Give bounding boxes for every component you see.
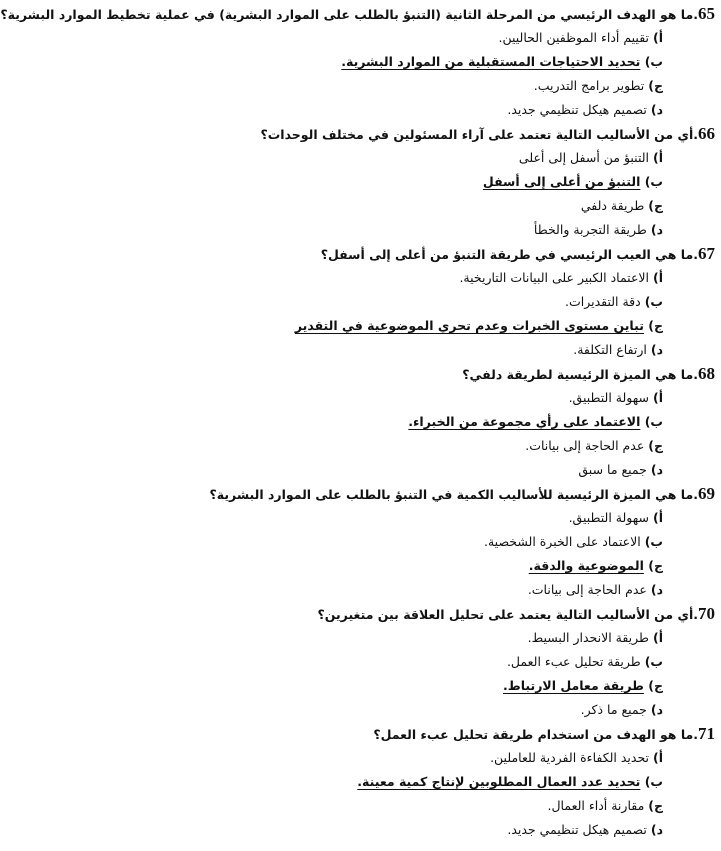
option-key: ب) xyxy=(644,654,663,669)
question-69 xyxy=(157,482,715,602)
option-text: طريقة معامل الارتباط. xyxy=(502,678,644,693)
option-text: تحديد الكفاءة الفردية للعاملين. xyxy=(490,750,650,765)
option-key: ب) xyxy=(644,414,663,429)
question-text: ما هي العيب الرئيسي في طريقة التنبؤ من أعلى إلى أسفل؟ xyxy=(320,247,694,262)
option-d xyxy=(157,578,715,602)
option-key: ب) xyxy=(644,54,663,69)
option-key: ج) xyxy=(648,318,663,333)
option-d xyxy=(157,218,715,242)
option-text: ارتفاع التكلفة. xyxy=(573,342,647,357)
question-text-line: 65.ما هو الهدف الرئيسي من المرحلة الثانية (التنبؤ بالطلب على الموارد البشرية) في عملية تخطيط الموارد البشرية؟ xyxy=(157,2,715,26)
option-d xyxy=(157,458,715,482)
question-text-line: 67.ما هي العيب الرئيسي في طريقة التنبؤ من أعلى إلى أسفل؟ xyxy=(157,242,715,266)
question-text: ما هو الهدف من استخدام طريقة تحليل عبء العمل؟ xyxy=(373,727,694,742)
question-67 xyxy=(157,242,715,362)
question-text-line: 70.أي من الأساليب التالية يعتمد على تحليل العلاقة بين متغيرين؟ xyxy=(157,602,715,626)
option-c xyxy=(157,434,715,458)
question-text: أي من الأساليب التالية تعتمد على آراء المسئولين في مختلف الوحدات؟ xyxy=(260,127,694,142)
question-number: 68 xyxy=(698,364,715,383)
option-b xyxy=(157,290,715,314)
option-b-correct xyxy=(157,170,715,194)
option-d xyxy=(157,338,715,362)
option-a xyxy=(157,746,715,770)
option-d xyxy=(157,698,715,722)
question-text-line: 68.ما هي الميزة الرئيسية لطريقة دلفي؟ xyxy=(157,362,715,386)
option-text: تقييم أداء الموظفين الحاليين. xyxy=(498,30,650,45)
option-b xyxy=(157,650,715,674)
option-text: التنبؤ من أسفل إلى أعلى xyxy=(518,150,650,165)
option-text: عدم الحاجة إلى بيانات. xyxy=(527,582,647,597)
option-key: د) xyxy=(650,222,663,237)
option-text: تحديد عدد العمال المطلوبين لإنتاج كمية معينة. xyxy=(357,774,641,789)
option-a xyxy=(157,626,715,650)
option-c xyxy=(157,194,715,218)
question-70 xyxy=(157,602,715,722)
option-text: سهولة التطبيق. xyxy=(568,390,650,405)
option-text: طريقة التجربة والخطأ xyxy=(533,222,647,237)
option-key: د) xyxy=(650,702,663,717)
option-b xyxy=(157,530,715,554)
question-71 xyxy=(157,722,715,842)
question-text: ما هي الميزة الرئيسية لطريقة دلفي؟ xyxy=(462,367,694,382)
option-text: تصميم هيكل تنظيمي جديد. xyxy=(507,102,647,117)
option-key: أ) xyxy=(653,630,663,645)
option-key: ج) xyxy=(648,558,663,573)
option-key: أ) xyxy=(653,750,663,765)
option-key: ج) xyxy=(648,798,663,813)
option-text: تحديد الاحتياجات المستقبلية من الموارد البشرية. xyxy=(341,54,641,69)
option-a xyxy=(157,26,715,50)
option-text: طريقة دلفي xyxy=(580,198,645,213)
question-number: 69 xyxy=(698,484,715,503)
option-a xyxy=(157,506,715,530)
option-c-correct xyxy=(157,314,715,338)
option-key: أ) xyxy=(653,270,663,285)
option-a xyxy=(157,386,715,410)
option-text: الاعتماد على رأي مجموعة من الخبراء. xyxy=(408,414,641,429)
option-key: أ) xyxy=(653,30,663,45)
option-key: أ) xyxy=(653,510,663,525)
option-key: ب) xyxy=(644,534,663,549)
option-text: الموضوعية والدقة. xyxy=(528,558,644,573)
option-key: أ) xyxy=(653,390,663,405)
option-key: ج) xyxy=(648,198,663,213)
option-key: ج) xyxy=(648,438,663,453)
question-text: ما هو الهدف الرئيسي من المرحلة الثانية (التنبؤ بالطلب على الموارد البشرية) في عملية تخطيط الموارد البشرية؟ xyxy=(0,7,694,22)
option-text: التنبؤ من أعلى إلى أسفل xyxy=(482,174,641,189)
option-d xyxy=(157,818,715,842)
question-number: 66 xyxy=(698,124,715,143)
option-text: طريقة الانحدار البسيط. xyxy=(527,630,650,645)
option-key: د) xyxy=(650,102,663,117)
option-key: د) xyxy=(650,462,663,477)
option-text: الاعتماد الكبير على البيانات التاريخية. xyxy=(459,270,650,285)
option-a xyxy=(157,146,715,170)
option-text: تصميم هيكل تنظيمي جديد. xyxy=(507,822,647,837)
option-text: جميع ما سبق xyxy=(578,462,647,477)
option-text: تباين مستوى الخبرات وعدم تحري الموضوعية في التقدير xyxy=(294,318,644,333)
option-b-correct xyxy=(157,410,715,434)
option-text: جميع ما ذكر. xyxy=(580,702,647,717)
option-text: تطوير برامج التدريب. xyxy=(533,78,645,93)
option-a xyxy=(157,266,715,290)
option-key: ب) xyxy=(644,294,663,309)
question-text-line: 69.ما هي الميزة الرئيسية للأساليب الكمية في التنبؤ بالطلب على الموارد البشرية؟ xyxy=(157,482,715,506)
option-key: د) xyxy=(650,822,663,837)
option-c xyxy=(157,74,715,98)
question-number: 65 xyxy=(698,4,715,23)
option-text: طريقة تحليل عبء العمل. xyxy=(506,654,641,669)
question-text: أي من الأساليب التالية يعتمد على تحليل العلاقة بين متغيرين؟ xyxy=(317,607,694,622)
option-text: دقة التقديرات. xyxy=(564,294,641,309)
option-key: د) xyxy=(650,582,663,597)
option-text: عدم الحاجة إلى بيانات. xyxy=(525,438,645,453)
option-key: أ) xyxy=(653,150,663,165)
question-68 xyxy=(157,362,715,482)
option-d xyxy=(157,98,715,122)
option-key: ج) xyxy=(648,78,663,93)
question-number: 71 xyxy=(698,724,715,743)
option-text: الاعتماد على الخبرة الشخصية. xyxy=(484,534,641,549)
question-65 xyxy=(0,2,715,122)
option-c xyxy=(157,794,715,818)
question-text-line: 71.ما هو الهدف من استخدام طريقة تحليل عبء العمل؟ xyxy=(157,722,715,746)
option-key: د) xyxy=(650,342,663,357)
question-number: 67 xyxy=(698,244,715,263)
question-text-line: 66.أي من الأساليب التالية تعتمد على آراء المسئولين في مختلف الوحدات؟ xyxy=(157,122,715,146)
option-key: ب) xyxy=(644,774,663,789)
question-66 xyxy=(157,122,715,242)
option-c-correct xyxy=(157,674,715,698)
option-text: سهولة التطبيق. xyxy=(568,510,650,525)
option-b-correct xyxy=(157,770,715,794)
question-number: 70 xyxy=(698,604,715,623)
option-text: مقارنة أداء العمال. xyxy=(547,798,645,813)
option-key: ب) xyxy=(644,174,663,189)
option-key: ج) xyxy=(648,678,663,693)
option-b-correct xyxy=(157,50,715,74)
option-c-correct xyxy=(157,554,715,578)
question-text: ما هي الميزة الرئيسية للأساليب الكمية في التنبؤ بالطلب على الموارد البشرية؟ xyxy=(209,487,694,502)
